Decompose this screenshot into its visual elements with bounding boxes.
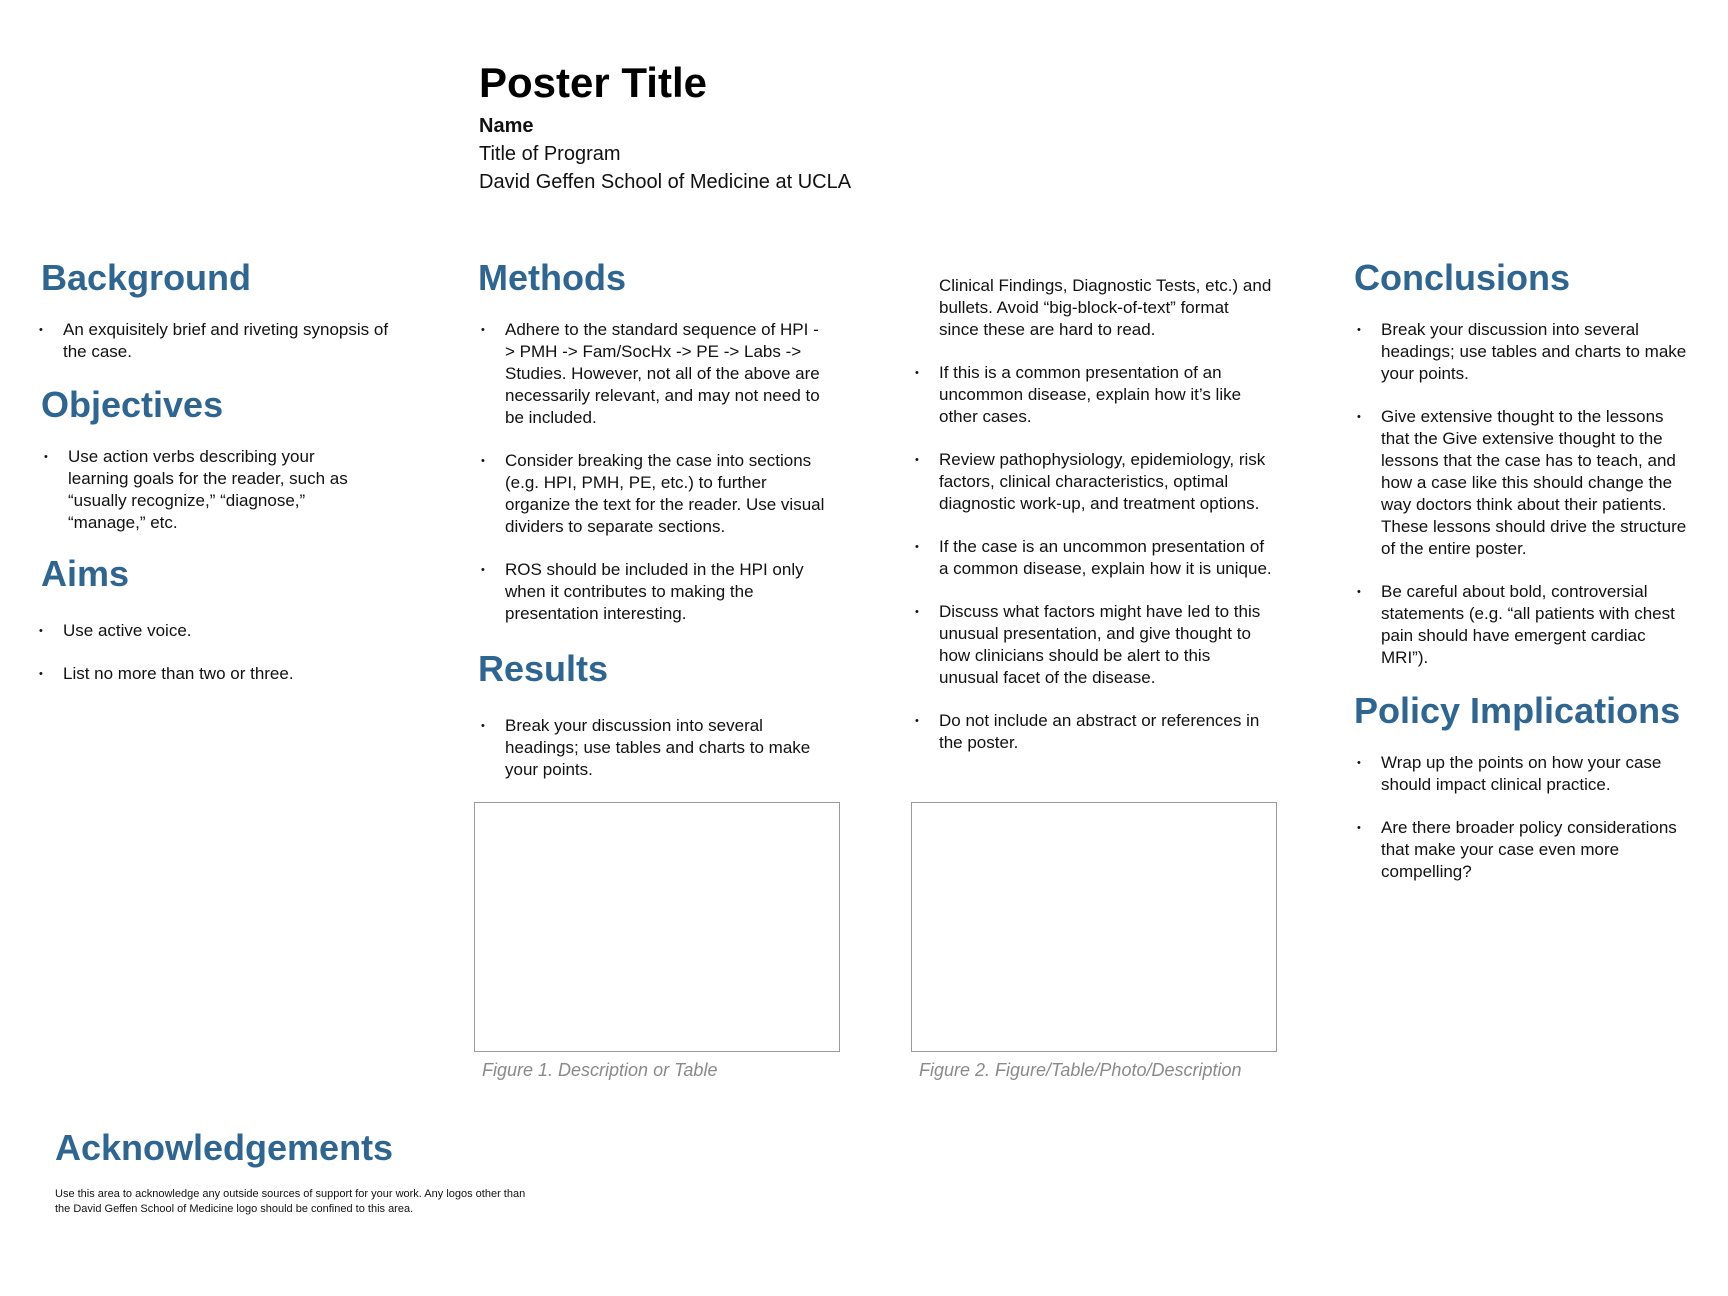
discussion-item: • Do not include an abstract or references in the poster. [939, 710, 1273, 754]
figure-1-caption: Figure 1. Description or Table [482, 1060, 718, 1080]
poster-title: Poster Title [479, 59, 707, 106]
figure-2-caption: Figure 2. Figure/Table/Photo/Description [919, 1060, 1242, 1080]
policy-heading: Policy Implications [1354, 690, 1681, 731]
program-title: Title of Program [479, 143, 621, 165]
objectives-item: • Use action verbs describing your learning goals for the reader, such as “usually recognize,” “diagnose,” “manage,” etc. [68, 446, 371, 534]
methods-list [478, 319, 828, 625]
acknowledgements-heading: Acknowledgements [55, 1127, 394, 1168]
discussion-item: • If the case is an uncommon presentation of a common disease, explain how it is unique. [939, 536, 1273, 580]
methods-item: • ROS should be included in the HPI only when it contributes to making the presentation interesting. [505, 559, 828, 625]
column-4 [1354, 258, 1714, 883]
column-1 [41, 258, 411, 685]
methods-item: • Consider breaking the case into sections (e.g. HPI, PMH, PE, etc.) to further organize the text for the reader. Use visual dividers to separate sections. [505, 450, 828, 538]
column-2 [478, 258, 858, 781]
results-list [478, 715, 828, 781]
objectives-list [41, 446, 371, 534]
poster-header [479, 58, 851, 196]
acknowledgements-text: Use this area to acknowledge any outside sources of support for your work. Any logos other than the David Geffen School of Medicine logo should be confined to this area. [55, 1188, 526, 1215]
discussion-intro: Clinical Findings, Diagnostic Tests, etc.) and bullets. Avoid “big-block-of-text” format since these are hard to read. [939, 276, 1272, 339]
figure-2-placeholder [911, 802, 1277, 1052]
methods-heading: Methods [478, 257, 626, 298]
background-list [41, 319, 411, 363]
background-heading: Background [41, 257, 252, 298]
discussion-item: • If this is a common presentation of an uncommon disease, explain how it’s like other cases. [939, 362, 1273, 428]
policy-item: • Are there broader policy considerations that make your case even more compelling? [1381, 817, 1689, 883]
conclusions-heading: Conclusions [1354, 257, 1571, 298]
objectives-heading: Objectives [41, 384, 224, 425]
conclusions-item: • Give extensive thought to the lessons that the Give extensive thought to the lessons that the case has to teach, and how a case like this should change the way doctors think about their patients. These lessons should drive the structure of the entire poster. [1381, 406, 1689, 560]
discussion-list [913, 362, 1273, 754]
aims-item: • List no more than two or three. [63, 663, 411, 685]
discussion-item: • Discuss what factors might have led to this unusual presentation, and give thought to how clinicians should be alert to this unusual facet of the disease. [939, 601, 1273, 689]
author-name: Name [479, 115, 534, 137]
conclusions-list [1354, 319, 1689, 669]
column-3 [913, 275, 1273, 754]
background-item: • An exquisitely brief and riveting synopsis of the case. [63, 319, 411, 363]
policy-item: • Wrap up the points on how your case should impact clinical practice. [1381, 752, 1689, 796]
methods-item: • Adhere to the standard sequence of HPI -> PMH -> Fam/SocHx -> PE -> Labs -> Studies. However, not all of the above are necessarily relevant, and may not need to be included. [505, 319, 828, 429]
aims-list [41, 620, 411, 685]
aims-heading: Aims [41, 553, 130, 594]
discussion-item: • Review pathophysiology, epidemiology, risk factors, clinical characteristics, optimal diagnostic work-up, and treatment options. [939, 449, 1273, 515]
figure-1-placeholder [474, 802, 840, 1052]
conclusions-item: • Be careful about bold, controversial statements (e.g. “all patients with chest pain should have emergent cardiac MRI”). [1381, 581, 1689, 669]
results-heading: Results [478, 648, 609, 689]
aims-item: • Use active voice. [63, 620, 411, 642]
conclusions-item: • Break your discussion into several headings; use tables and charts to make your points. [1381, 319, 1689, 385]
policy-list [1354, 752, 1689, 883]
school-name: David Geffen School of Medicine at UCLA [479, 171, 852, 193]
results-item: • Break your discussion into several headings; use tables and charts to make your points. [505, 715, 828, 781]
